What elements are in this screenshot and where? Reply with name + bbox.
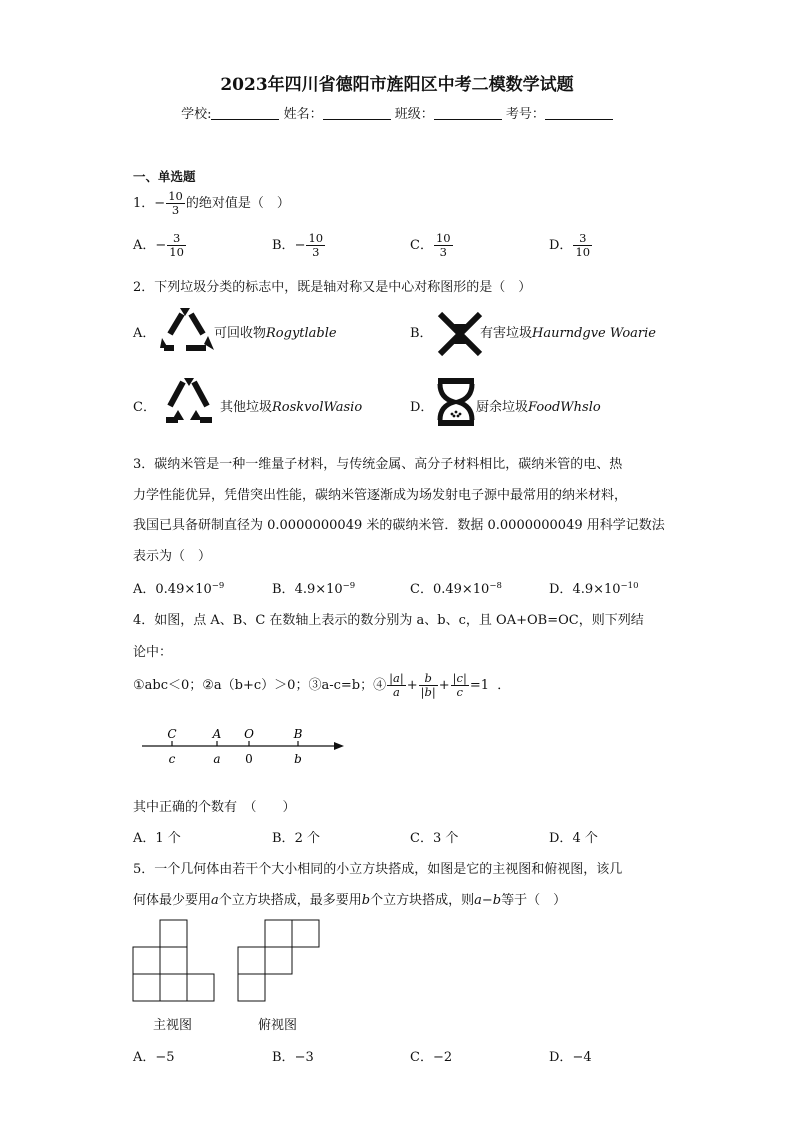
q4-option-b[interactable]: B．2 个 [272,831,320,846]
axis-point-label: B [293,727,303,741]
q2-stem: 2．下列垃圾分类的标志中，既是轴对称又是中心对称图形的是（ ） [133,280,532,295]
recycle-triangle-icon [160,374,218,428]
student-info-line [0,103,794,122]
q1-fraction: $\frac{10}{3}$ [168,189,183,218]
q2-option-d[interactable]: D． [410,400,434,415]
q3-option-c[interactable]: C．$0.49\times 10^{-8}$ [410,581,502,597]
q4-option-c[interactable]: C．3 个 [410,831,459,846]
q2-option-b[interactable]: B． [410,326,433,341]
section-title: 一、单选题 [133,169,196,184]
q1-option-c[interactable]: C． $\frac{10}{3}$ [410,231,451,260]
q2-option-a[interactable]: A． [133,326,156,341]
q5-option-b[interactable]: B．−3 [272,1050,314,1065]
class-label: 班级： [394,107,434,122]
q2-option-c[interactable]: C． [133,400,156,415]
q3-line-1: 3．碳纳米管是一种一维量子材料，与传统金属、高分子材料相比，碳纳米管的电、热 [133,457,623,472]
school-label: 学校: [181,107,212,122]
q5-option-c[interactable]: C．−2 [410,1050,453,1065]
name-blank [323,107,391,120]
q3-line-3: 我国已具备研制直径为 0.0000000049 米的碳纳米管．数据 0.0000000049 用科学记数法 [133,518,665,533]
page-title: 2023年四川省德阳市旌阳区中考二模数学试题 [220,75,574,95]
number-line [140,724,350,770]
axis-point-label: C [167,727,177,741]
q2-option-d-caption: 厨余垃圾FoodWhslo [476,400,601,415]
top-view-caption: 俯视图 [258,1018,298,1033]
hourglass-icon [434,376,478,428]
q1-option-a[interactable]: A．− $\frac{3}{10}$ [133,231,184,260]
q4-option-a[interactable]: A．1 个 [133,831,181,846]
q4-option-d[interactable]: D．4 个 [549,831,598,846]
q5-line-2: 何体最少要用a个立方块搭成，最多要用b个立方块搭成，则a−b等于（ ） [133,893,567,908]
axis-value-label: a [213,752,221,766]
q4-line-1: 4．如图，点 A、B、C 在数轴上表示的数分别为 a、b、c，且 OA+OB=OC，则下列结 [133,613,644,628]
q4-question: 其中正确的个数有 （ ） [133,800,296,815]
q2-option-b-caption: 有害垃圾Haurndgve Woarie [480,326,656,341]
q3-option-a[interactable]: A．$0.49\times 10^{-9}$ [133,581,225,597]
number-blank [545,107,613,120]
q2-option-a-caption: 可回收物Rogytlable [214,326,337,341]
q5-option-a[interactable]: A．−5 [133,1050,175,1065]
q2-option-c-caption: 其他垃圾RoskvolWasio [220,400,363,415]
top-view-grid [237,919,323,1005]
axis-value-label: 0 [245,752,253,766]
q4-statements: ①abc＜0；②a（b+c）＞0；③a-c=b；④ $\frac{|a|}{a}$ + $\frac{b}{|b|}$ + $\frac{|c|}{c}$ =1 ． [133,671,511,700]
q1-stem: 1．− $\frac{10}{3}$ 的绝对值是（ ） [133,189,290,218]
number-label: 考号： [505,107,545,122]
front-view-caption: 主视图 [153,1018,193,1033]
q3-line-2: 力学性能优异，凭借突出性能，碳纳米管逐渐成为场发射电子源中最常用的纳米材料， [133,488,628,503]
class-blank [434,107,502,120]
axis-point-label: O [244,727,254,741]
q3-option-b[interactable]: B．$4.9\times 10^{-9}$ [272,581,356,597]
school-blank [211,107,279,120]
axis-value-label: b [294,752,302,766]
axis-value-label: c [168,752,176,766]
q3-line-4: 表示为（ ） [133,549,212,564]
q5-option-d[interactable]: D．−4 [549,1050,592,1065]
front-view-grid [132,919,218,1005]
hazard-cross-icon [436,310,484,358]
axis-point-label: A [212,727,222,741]
q1-option-b[interactable]: B．− $\frac{10}{3}$ [272,231,324,260]
q5-line-1: 5．一个几何体由若干个大小相同的小立方块搭成，如图是它的主视图和俯视图，该几 [133,862,623,877]
q1-option-d[interactable]: D． $\frac{3}{10}$ [549,231,591,260]
name-label: 姓名： [283,107,323,122]
recycle-icon [158,304,216,356]
q4-line-2: 论中： [133,645,173,660]
q3-option-d[interactable]: D．$4.9\times 10^{-10}$ [549,581,639,597]
